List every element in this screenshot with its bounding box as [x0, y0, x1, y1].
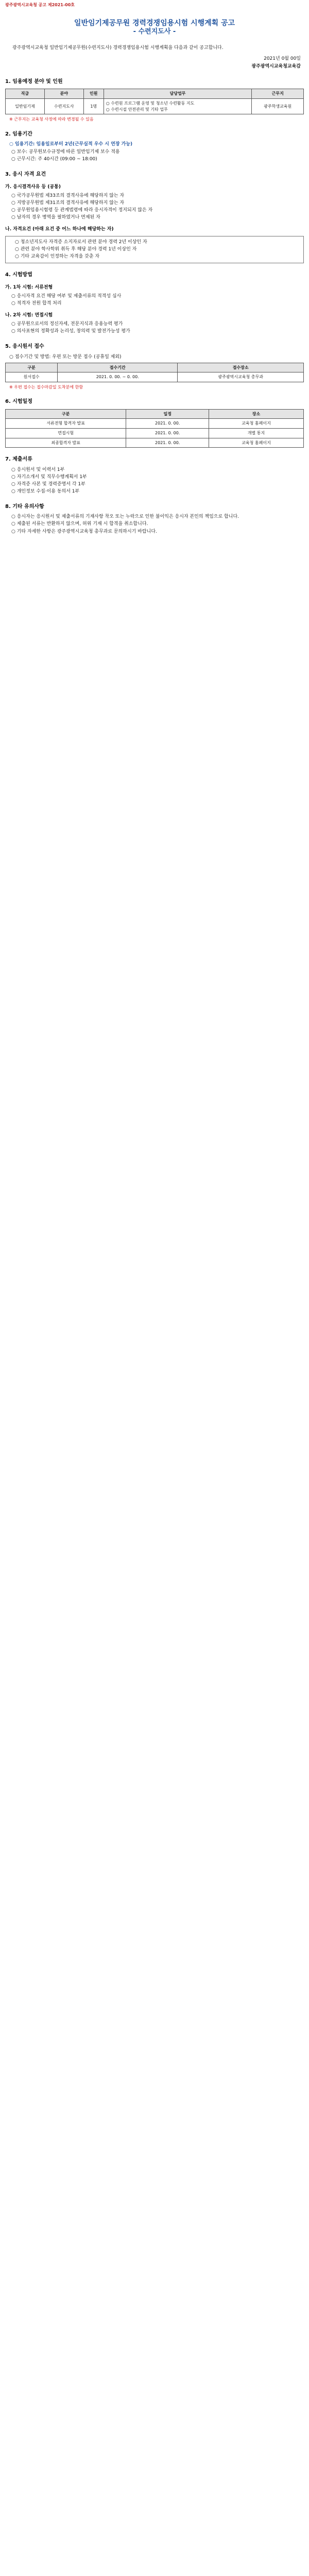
document-item: ○ 자격증 사본 및 경력증명서 각 1부: [11, 481, 85, 487]
section-2-text: ○ 임용기간: 임용일로부터 2년(근무실적 우수 시 연장 가능): [9, 142, 133, 147]
cell-period: 2021. 0. 00. ~ 0. 00.: [58, 372, 178, 382]
table-row: [6, 438, 304, 448]
document-item: ○ 자기소개서 및 직무수행계획서 1부: [11, 474, 87, 480]
schedule-table: [5, 409, 304, 448]
section-3-sub1: 가. 응시결격사유 등 (공통): [5, 184, 61, 190]
cell-venue: 교육청 홈페이지: [209, 438, 304, 448]
col-grade: 직급: [6, 89, 45, 99]
section-3-line: ○ 공무원임용시험령 등 관계법령에 따라 응시자격이 정지되지 않은 자: [11, 207, 153, 213]
title-main: 일반임기제공무원 경력경쟁임용시험 시행계획 공고: [74, 19, 235, 27]
notice-item: ○ 제출된 서류는 반환하지 않으며, 허위 기재 시 합격을 취소합니다.: [11, 521, 148, 527]
section-3-heading: 3. 응시 자격 요건: [5, 172, 46, 178]
intro-paragraph: 광주광역시교육청 일반임기제공무원(수련지도사) 경력경쟁임용시험 시행계획을 다음과 같이 공고합니다.: [12, 45, 224, 50]
table-row: [6, 429, 304, 438]
section-7-heading: 7. 제출서류: [5, 456, 32, 463]
section-1-heading: 1. 임용예정 분야 및 인원: [5, 78, 63, 84]
section-1-note: ※ 근무지는 교육청 사정에 따라 변경될 수 있음: [9, 117, 94, 122]
qualification-box: [5, 236, 304, 263]
section-4-line: ○ 의사표현의 정확성과 논리성, 창의력 및 발전가능성 평가: [11, 328, 130, 334]
table-row: [6, 372, 304, 382]
cell-step: 최종합격자 발표: [6, 438, 126, 448]
section-3-line: ○ 남자의 경우 병역을 필하였거나 면제된 자: [11, 215, 100, 221]
table-header-row: [6, 409, 304, 419]
cell-field: 수련지도사: [44, 98, 83, 114]
table-header-row: [6, 89, 304, 99]
document-item: ○ 응시원서 및 이력서 1부: [11, 467, 65, 472]
cell-venue: 교육청 홈페이지: [209, 419, 304, 429]
col-type: 구분: [6, 363, 58, 372]
notice-item: ○ 응시자는 응시원서 및 제출서류의 기재사항 착오 또는 누락으로 인한 불이익은 응시자 본인의 책임으로 합니다.: [11, 514, 239, 520]
table-row: [6, 98, 304, 114]
cell-date: 2021. 0. 00.: [126, 419, 209, 429]
section-4-line: ○ 적격자 전원 합격 처리: [11, 300, 62, 306]
col-step: 구분: [6, 409, 126, 419]
section-5-note: ※ 우편 접수는 접수마감일 도착분에 한함: [9, 384, 83, 389]
section-3-line: ○ 지방공무원법 제31조의 결격사유에 해당하지 않는 자: [11, 200, 125, 206]
qualification-line: ○ 관련 분야 학사학위 취득 후 해당 분야 경력 1년 이상인 자: [15, 247, 137, 252]
table-row: [6, 419, 304, 429]
issuer-name: 광주광역시교육청교육감: [251, 63, 301, 69]
col-field: 분야: [44, 89, 83, 99]
section-4-heading: 4. 시험방법: [5, 272, 32, 278]
section-4-sub1: 가. 1차 시험: 서류전형: [5, 284, 53, 290]
notice-item: ○ 기타 자세한 사항은 광주광역시교육청 총무과로 문의하시기 바랍니다.: [11, 529, 157, 534]
section-4-line: ○ 응시자격 요건 해당 여부 및 제출서류의 적격성 심사: [11, 293, 122, 299]
cell-type: 원서접수: [6, 372, 58, 382]
section-4-sub2: 나. 2차 시험: 면접시험: [5, 312, 53, 318]
section-2-line: ○ 보수: 공무원보수규정에 따른 일반임기제 보수 적용: [11, 149, 120, 155]
col-duties: 담당업무: [104, 89, 252, 99]
application-table: [5, 363, 304, 382]
col-venue: 장소: [209, 409, 304, 419]
cell-step: 서류전형 합격자 발표: [6, 419, 126, 429]
section-8-heading: 8. 기타 유의사항: [5, 503, 44, 510]
cell-date: 2021. 0. 00.: [126, 429, 209, 438]
table-header-row: [6, 363, 304, 372]
announcement-number: 광주광역시교육청 공고 제2021-00호: [5, 3, 75, 7]
section-5-text: ○ 접수기간 및 방법: 우편 또는 방문 접수 (공휴일 제외): [9, 354, 122, 360]
section-3-sub2: 나. 자격요건 (아래 요건 중 어느 하나에 해당하는 자): [5, 227, 114, 232]
qualification-line: ○ 청소년지도사 자격증 소지자로서 관련 분야 경력 2년 이상인 자: [15, 240, 147, 245]
cell-grade: 일반임기제: [6, 98, 45, 114]
positions-table: [5, 89, 304, 114]
announcement-date: 2021년 0월 00일: [264, 56, 301, 61]
cell-count: 1명: [83, 98, 104, 114]
col-period: 접수기간: [58, 363, 178, 372]
document-title: [5, 19, 304, 37]
cell-step: 면접시험: [6, 429, 126, 438]
cell-location: 광주광역시교육청 총무과: [178, 372, 304, 382]
cell-duties: ○ 수련원 프로그램 운영 및 청소년 수련활동 지도 ○ 수련시설 안전관리 및 기타 업무: [104, 98, 252, 114]
cell-venue: 개별 통지: [209, 429, 304, 438]
section-2-line: ○ 근무시간: 주 40시간 (09:00 ~ 18:00): [11, 157, 97, 162]
col-location: 접수장소: [178, 363, 304, 372]
cell-date: 2021. 0. 00.: [126, 438, 209, 448]
title-sub: - 수련지도사 -: [133, 27, 176, 36]
col-date: 일정: [126, 409, 209, 419]
section-3-line: ○ 국가공무원법 제33조의 결격사유에 해당하지 않는 자: [11, 193, 125, 198]
section-5-heading: 5. 응시원서 접수: [5, 344, 44, 350]
section-4-line: ○ 공무원으로서의 정신자세, 전문지식과 응용능력 평가: [11, 321, 123, 327]
col-count: 인원: [83, 89, 104, 99]
document-item: ○ 개인정보 수집·이용 동의서 1부: [11, 488, 80, 494]
section-6-heading: 6. 시험일정: [5, 399, 32, 405]
cell-place: 광주학생교육원: [252, 98, 304, 114]
section-2-heading: 2. 임용기간: [5, 131, 32, 137]
qualification-line: ○ 기타 교육감이 인정하는 자격을 갖춘 자: [15, 254, 100, 260]
col-place: 근무지: [252, 89, 304, 99]
